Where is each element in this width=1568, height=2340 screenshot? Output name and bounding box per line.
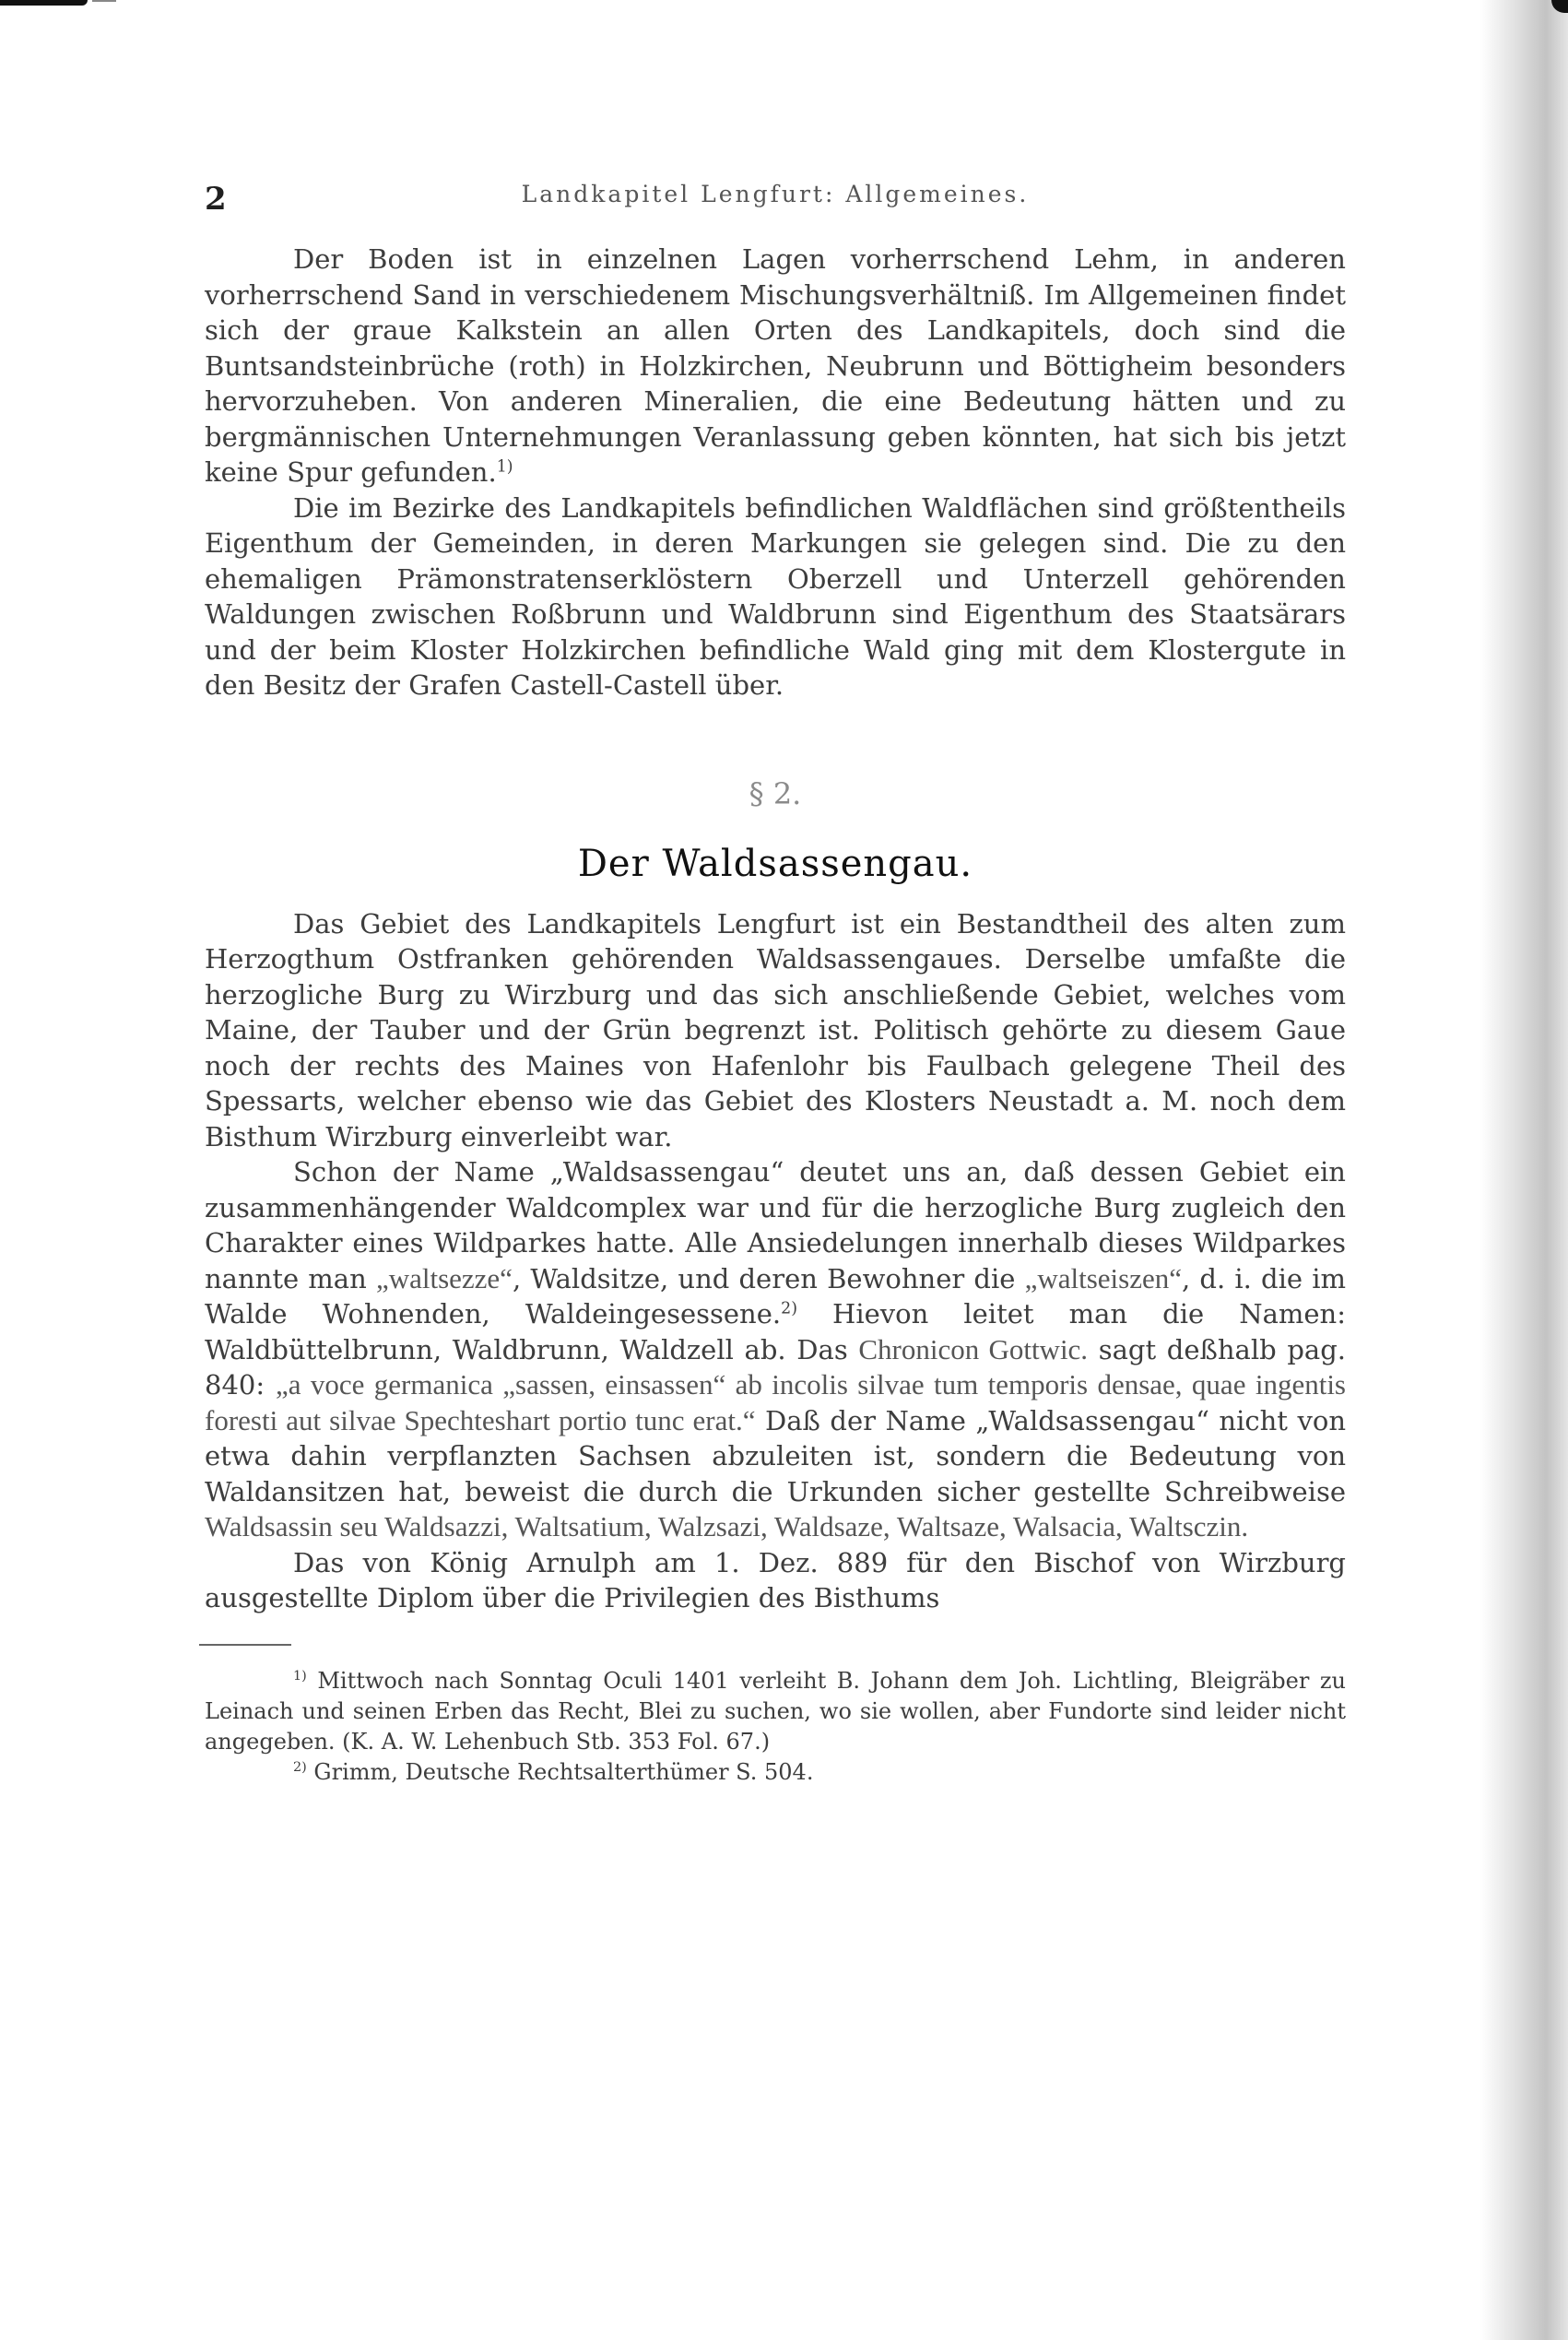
scan-edge-mark xyxy=(0,0,88,6)
text-run: , Waldsitze, und deren Bewohner die xyxy=(512,1262,1025,1294)
footnote-marker: 2) xyxy=(293,1759,307,1775)
scan-edge-mark-small xyxy=(92,0,116,2)
latin-term: „waltsezze“ xyxy=(375,1261,513,1294)
paragraph xyxy=(205,1154,1346,1545)
footnote-2 xyxy=(205,1757,1346,1788)
paragraph-text: Der Boden ist in einzelnen Lagen vorherrschend Lehm, in anderen vorherrschend Sand in verschiedenem Mischungsverhältniß. Im Allgemeinen findet sich der graue Kalkstein an allen Orten des Landkapitels, doch sind die Buntsandsteinbrüche (roth) in Holzkirchen, Neubrunn und Böttigheim besonders hervorzuheben. Von anderen Mineralien, die eine Bedeutung hätten und zu bergmännischen Unternehmungen Veranlassung geben könnten, hat sich bis jetzt keine Spur gefunden. xyxy=(205,243,1346,488)
text-run: Daß der Name „Waldsassengau“ nicht von etwa dahin verpflanzten Sachsen abzuleiten ist, sondern die Bedeutung von Waldansitzen hat, beweist die durch die Urkunden sicher gestellte Schreibweise xyxy=(205,1404,1346,1507)
text-run: sagt deßhalb pag. 840: xyxy=(205,1333,1346,1400)
latin-spellings: Waldsassin seu Waldsazzi, Waltsatium, Walzsazi, Waldsaze, Waltsaze, Walsacia, Waltsczin. xyxy=(205,1510,1249,1542)
page-number: 2 xyxy=(205,181,227,218)
footnotes xyxy=(205,1666,1346,1788)
section-2-body xyxy=(205,906,1346,1616)
text-run: , d. i. die im Walde Wohnenden, Waldeingesessene. xyxy=(205,1262,1346,1330)
paragraph: Das von König Arnulph am 1. Dez. 889 für den Bischof von Wirzburg ausgestellte Diplom über die Privilegien des Bisthums xyxy=(205,1546,1346,1613)
section-title: Der Waldsassengau. xyxy=(577,842,973,885)
book-page xyxy=(205,166,1346,1788)
running-head-title: Landkapitel Lengfurt: Allgemeines. xyxy=(521,181,1030,207)
paragraph: Die im Bezirke des Landkapitels befindlichen Waldflächen sind größtentheils Eigenthum der Gemeinden, in deren Markungen sie gelegen sind. Die zu den ehemaligen Prämonstratenserklöstern Oberzell und Unterzell gehörenden Waldungen zwischen Roßbrunn und Waldbrunn sind Eigenthum des Staatsärars und der beim Kloster Holzkirchen befindliche Wald ging mit dem Klostergute in den Besitz der Grafen Castell-Castell über. xyxy=(205,491,1346,701)
text-run: Schon der Name „Waldsassengau“ deutet uns an, daß dessen Gebiet ein zusammenhängender Waldcomplex war und für die herzogliche Burg zugleich den Charakter eines Wildparkes hatte. Alle Ansiedelungen innerhalb dieses Wildparkes nannte man xyxy=(205,1156,1346,1294)
section-mark: § 2. xyxy=(749,775,802,811)
latin-term: „waltseiszen“ xyxy=(1024,1261,1183,1294)
text-run: Hievon leitet man die Namen: Waldbüttelbrunn, Waldbrunn, Waldzell ab. Das xyxy=(205,1298,1346,1365)
footnote-marker: 1) xyxy=(293,1668,307,1684)
section-1-body xyxy=(205,242,1346,703)
latin-quote: „a voce germanica „sassen, einsassen“ ab incolis silvae tum temporis densae, quae ingentis foresti aut silvae Spechteshart portio tunc erat.“ xyxy=(205,1368,1346,1436)
paragraph xyxy=(205,242,1346,490)
footnote-ref[interactable]: 2) xyxy=(781,1299,797,1318)
footnote-text: Mittwoch nach Sonntag Oculi 1401 verleiht B. Johann dem Joh. Lichtling, Bleigräber zu Leinach und seinen Erben das Recht, Blei zu suchen, wo sie wollen, aber Fundorte sind leider nicht angegeben. (K. A. W. Lehenbuch Stb. 353 Fol. 67.) xyxy=(205,1667,1346,1755)
paragraph: Das Gebiet des Landkapitels Lengfurt ist ein Bestandtheil des alten zum Herzogthum Ostfranken gehörenden Waldsassengaues. Derselbe umfaßte die herzogliche Burg zu Wirzburg und das sich anschließende Gebiet, welches vom Maine, der Tauber und der Grün begrenzt ist. Politisch gehörte zu diesem Gaue noch der rechts des Maines von Hafenlohr bis Faulbach gelegene Theil des Spessarts, welcher ebenso wie das Gebiet des Klosters Neustadt a. M. noch dem Bisthum Wirzburg einverleibt war. xyxy=(205,907,1346,1152)
footnote-divider xyxy=(199,1644,291,1646)
footnote-text: Grimm, Deutsche Rechtsalterthümer S. 504. xyxy=(313,1758,814,1785)
latin-citation: Chronicon Gottwic. xyxy=(858,1332,1089,1365)
footnote-ref[interactable]: 1) xyxy=(496,457,513,477)
running-head xyxy=(205,166,1346,221)
footnote-1 xyxy=(205,1666,1346,1757)
page-spine-shadow xyxy=(1480,0,1568,2340)
